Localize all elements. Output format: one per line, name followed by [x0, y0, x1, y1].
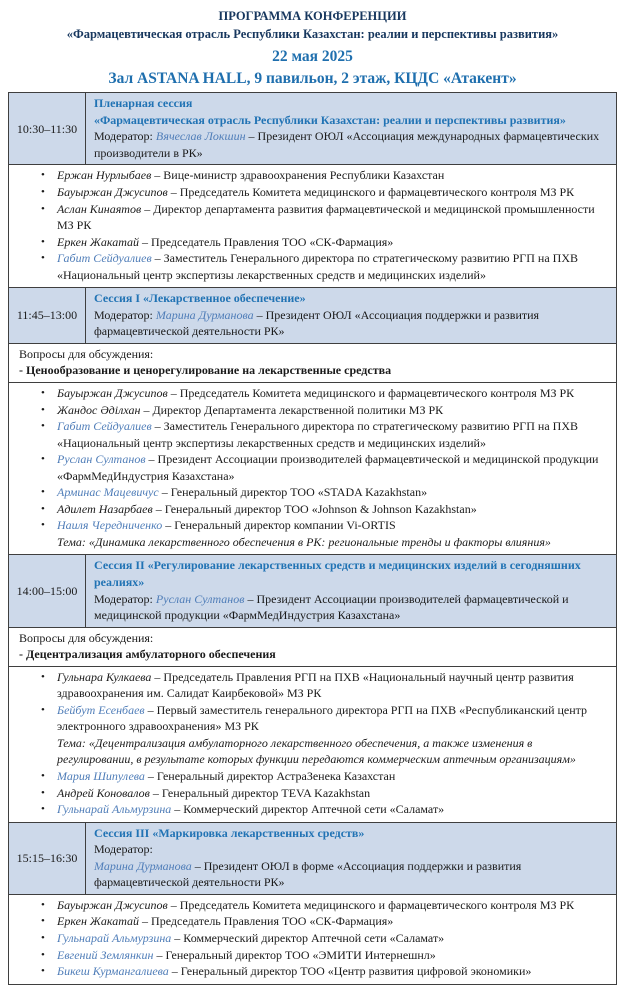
person-name: Аслан Кинаятов — [57, 201, 142, 216]
person-name: Андрей Коновалов — [57, 785, 150, 800]
speaker-item — [19, 930, 606, 947]
speaker-description: – Генеральный директор ТОО «Центр развития цифровой экономики» — [168, 964, 532, 979]
moderator-line — [94, 128, 608, 161]
speaker-text — [57, 385, 606, 402]
session-info — [86, 555, 616, 626]
bullet-icon: • — [41, 703, 45, 716]
person-name: Габит Сейдуалиев — [57, 419, 152, 434]
discussion-topic: - Ценообразование и ценорегулирование на лекарственные средства — [19, 363, 392, 378]
speaker-item — [19, 963, 606, 980]
person-name: Марина Дурманова — [155, 307, 254, 322]
speaker-text — [57, 201, 606, 234]
speaker-text — [57, 501, 606, 518]
session-title: Сессия I «Лекарственное обеспечение» — [94, 291, 306, 306]
speaker-item — [19, 167, 606, 184]
moderator-description: – Президент ОЮЛ в форме «Ассоциация поддержки и развития фармацевтической деятельности РК» — [94, 858, 522, 890]
person-name: Бауыржан Джусипов — [57, 386, 168, 400]
bullet-icon: • — [41, 519, 45, 532]
person-name: Жандос Әділхан — [57, 402, 141, 417]
program-title: ПРОГРАММА КОНФЕРЕНЦИИ — [218, 9, 407, 23]
session-topic-note: Тема: «Динамика лекарственного обеспечения в РК: региональные тренды и факторы влияния» — [57, 534, 551, 549]
bullet-icon: • — [41, 453, 45, 466]
person-name: Марина Дурманова — [94, 858, 192, 873]
speaker-description: – Коммерческий директор Аптечной сети «Саламат» — [171, 930, 445, 945]
speaker-text — [57, 451, 606, 484]
session-title: Пленарная сессия — [94, 96, 193, 111]
moderator-line — [94, 307, 608, 340]
program-table — [8, 92, 617, 984]
program-header — [8, 8, 617, 89]
speaker-text — [57, 484, 606, 501]
speaker-text — [57, 402, 606, 419]
session-info — [86, 823, 616, 894]
session-info — [86, 288, 616, 343]
speaker-description: – Генеральный директор ТОО «STADA Kazakhstan» — [158, 485, 428, 500]
moderator-label: Модератор: — [94, 129, 156, 144]
speaker-description: – Коммерческий директор Аптечной сети «Саламат» — [171, 802, 445, 817]
speakers-row — [9, 164, 616, 287]
speaker-item — [19, 801, 606, 818]
speaker-description: – Заместитель Генерального директора по стратегическому развитию РГП на ПХВ «Национальный центр экспертизы лекарственных средств и медицинских изделий» — [57, 251, 578, 282]
speaker-item — [19, 201, 606, 234]
bullet-icon: • — [41, 786, 45, 799]
speaker-item — [19, 250, 606, 283]
bullet-icon: • — [41, 235, 45, 248]
person-name: Руслан Султанов — [155, 591, 245, 606]
speaker-text — [57, 184, 606, 201]
moderator-label: Модератор: — [94, 842, 153, 857]
speakers-row — [9, 666, 616, 822]
speaker-description: – Генеральный директор TEVA Kazakhstan — [149, 785, 371, 800]
speaker-text — [57, 930, 606, 947]
speaker-item — [19, 947, 606, 964]
speaker-description: – Генеральный директор компании Vi-ORTIS — [162, 518, 396, 533]
speaker-text — [57, 702, 606, 735]
speaker-description: – Директор Департамента лекарственной политики МЗ РК — [140, 402, 444, 417]
speaker-description: – Генеральный директор ТОО «Johnson & Johnson Kazakhstan» — [152, 501, 477, 516]
speaker-item — [19, 234, 606, 251]
session-title: «Фармацевтическая отрасль Республики Казахстан: реалии и перспективы развития» — [94, 112, 566, 127]
speaker-description: – Председатель Правления РГП на ПХВ «Национальный научный центр развития здравоохранения им. Салидат Каирбековой» МЗ РК — [57, 669, 574, 701]
person-name: Евгений Землянкин — [57, 947, 154, 962]
speaker-description: – Председатель Правления ТОО «СК-Фармация» — [139, 914, 394, 929]
session-topic-note: Тема: «Децентрализация амбулаторного лекарственного обеспечения, а также изменения в регулировании, в результате которых функции передаются коммерческим аптечным организациям» — [57, 735, 576, 767]
questions-row — [9, 627, 616, 666]
session-time: 14:00–15:00 — [9, 555, 86, 626]
speaker-description: – Председатель Комитета медицинского и фармацевтического контроля МЗ РК — [167, 386, 575, 400]
person-name: Бикеш Курмангалиева — [57, 964, 169, 979]
moderator-description: – Президент ОЮЛ «Ассоциация международных фармацевтических производители в РК» — [94, 129, 600, 160]
bullet-icon: • — [41, 387, 45, 399]
speaker-text — [57, 785, 606, 802]
person-name: Руслан Султанов — [57, 452, 146, 467]
speaker-item — [19, 517, 606, 534]
bullet-icon: • — [41, 403, 45, 416]
speaker-item — [19, 501, 606, 518]
speaker-item — [19, 451, 606, 484]
session-info — [86, 93, 616, 164]
speaker-text — [57, 517, 606, 534]
bullet-icon: • — [41, 948, 45, 961]
speaker-item — [19, 669, 606, 702]
person-name: Бауыржан Джусипов — [57, 184, 168, 199]
person-name: Гульнара Кулкаева — [57, 669, 152, 684]
session-row — [9, 287, 616, 343]
program-subtitle: «Фармацевтическая отрасль Республики Казахстан: реалии и перспективы развития» — [66, 27, 559, 42]
person-name: Ержан Нурлыбаев — [57, 168, 152, 183]
bullet-icon: • — [41, 898, 45, 911]
bullet-icon: • — [41, 931, 45, 944]
speaker-item — [19, 913, 606, 930]
questions-label: Вопросы для обсуждения: — [19, 630, 154, 645]
speaker-item — [19, 184, 606, 201]
speaker-description: – Генеральный директор АстраЗенека Казахстан — [144, 769, 396, 784]
session-time: 15:15–16:30 — [9, 823, 86, 894]
speaker-item — [19, 785, 606, 802]
session-title: Сессия II «Регулирование лекарственных средств и медицинских изделий в сегодняшних реалиях» — [94, 558, 581, 590]
moderator-description: – Президент Ассоциации производителей фармацевтической и медицинской продукции «ФармМедИндустрия Казахстана» — [94, 591, 569, 623]
speaker-item — [19, 897, 606, 914]
person-name: Наиля Чередниченко — [57, 518, 163, 533]
session-row — [9, 822, 616, 894]
bullet-icon: • — [41, 202, 45, 215]
moderator-description: – Президент ОЮЛ «Ассоциация поддержки и развития фармацевтической деятельности РК» — [94, 307, 540, 339]
bullet-icon: • — [41, 965, 45, 978]
questions-label: Вопросы для обсуждения: — [19, 346, 154, 361]
speaker-text — [57, 801, 606, 818]
speaker-item — [19, 768, 606, 785]
speaker-item — [19, 702, 606, 735]
bullet-icon: • — [41, 486, 45, 499]
person-name: Арминас Мацевичус — [57, 485, 159, 500]
speakers-row — [9, 382, 616, 554]
bullet-icon: • — [41, 670, 45, 683]
speaker-item — [19, 418, 606, 451]
session-time: 11:45–13:00 — [9, 288, 86, 343]
speaker-item — [19, 484, 606, 501]
speaker-description: – Председатель Комитета медицинского и фармацевтического контроля МЗ РК — [167, 897, 575, 912]
speaker-text — [57, 768, 606, 785]
moderator-line — [94, 841, 608, 891]
speaker-text — [57, 234, 606, 251]
session-row — [9, 93, 616, 164]
speaker-text — [57, 669, 606, 702]
speaker-description: – Президент Ассоциации производителей фармацевтической и медицинской продукции «ФармМедИндустрия Казахстана» — [57, 452, 599, 483]
speaker-description: – Председатель Комитета медицинского и фармацевтического контроля МЗ РК — [167, 184, 575, 199]
speaker-item — [19, 402, 606, 419]
discussion-topic: - Децентрализация амбулаторного обеспечения — [19, 647, 276, 662]
questions-row — [9, 343, 616, 382]
program-venue: Зал ASTANA HALL, 9 павильон, 2 этаж, КЦДС «Атакент» — [108, 69, 517, 87]
speakers-row — [9, 894, 616, 984]
speaker-text — [57, 963, 606, 980]
speaker-text — [57, 250, 606, 283]
bullet-icon: • — [41, 502, 45, 515]
bullet-icon: • — [41, 770, 45, 783]
speaker-text — [57, 418, 606, 451]
speaker-description: – Первый заместитель генерального директора РГП на ПХВ «Республиканский центр электронного здравоохранения» МЗ РК — [57, 702, 588, 734]
session-title: Сессия III «Маркировка лекарственных средств» — [94, 825, 365, 840]
person-name: Габит Сейдуалиев — [57, 251, 152, 266]
person-name: Гульнарай Альмурзина — [57, 930, 172, 945]
person-name: Мария Шипулева — [57, 769, 145, 784]
speaker-description: – Вице-министр здравоохранения Республики Казахстан — [151, 168, 445, 183]
person-name: Вячеслав Локшин — [155, 129, 246, 144]
speaker-text — [57, 947, 606, 964]
bullet-icon: • — [41, 803, 45, 816]
moderator-label: Модератор: — [94, 591, 156, 606]
bullet-icon: • — [41, 915, 45, 928]
bullet-icon: • — [41, 252, 45, 265]
speaker-description: – Заместитель Генерального директора по стратегическому развитию РГП на ПХВ «Национальный центр экспертизы лекарственных средств и медицинских изделий» — [57, 419, 578, 450]
person-name: Еркен Жакатай — [57, 234, 140, 249]
person-name: Адилет Назарбаев — [57, 501, 153, 516]
speaker-description: – Председатель Правления ТОО «СК-Фармация» — [139, 234, 394, 249]
person-name: Еркен Жакатай — [57, 914, 140, 929]
person-name: Бейбут Есенбаев — [57, 702, 145, 717]
bullet-icon: • — [41, 420, 45, 433]
speaker-description: – Генеральный директор ТОО «ЭМИТИ Интернешнл» — [153, 947, 436, 962]
moderator-line — [94, 591, 608, 624]
person-name: Гульнарай Альмурзина — [57, 802, 172, 817]
program-date: 22 мая 2025 — [272, 47, 353, 65]
session-time: 10:30–11:30 — [9, 93, 86, 164]
speaker-item — [19, 385, 606, 402]
speaker-text — [57, 167, 606, 184]
person-name: Бауыржан Джусипов — [57, 897, 168, 912]
bullet-icon: • — [41, 185, 45, 198]
session-row — [9, 554, 616, 626]
moderator-label: Модератор: — [94, 307, 156, 322]
bullet-icon: • — [41, 169, 45, 182]
speaker-text — [57, 913, 606, 930]
speaker-description: – Директор департамента развития фармацевтической и медицинской промышленности МЗ РК — [57, 201, 595, 233]
speaker-text — [57, 897, 606, 914]
